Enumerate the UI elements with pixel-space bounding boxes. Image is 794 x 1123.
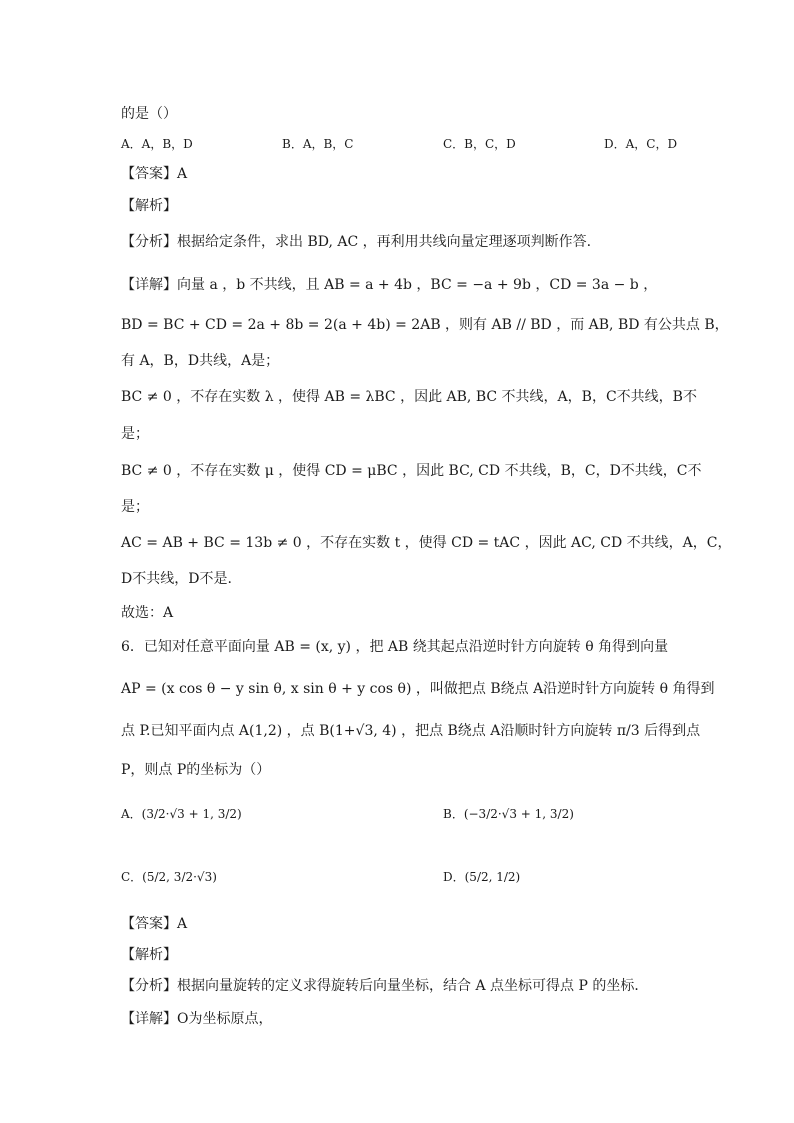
q6-analysis-summary: 【分析】根据向量旋转的定义求得旋转后向量坐标，结合 A 点坐标可得点 P 的坐标． [121, 978, 649, 994]
q5-final-choice: 故选：A [121, 605, 174, 621]
q5-detail-line-3: 有 A，B，D共线，A是； [121, 353, 280, 369]
q5-detail-line-6: BC ≠ 0 ，不存在实数 μ ，使得 CD = μBC ，因此 BC, CD 不共线，B，C，D不共线，C不 [121, 463, 702, 479]
q6-stem-line-3: 点 P.已知平面内点 A(1,2) ，点 B(1+√3, 4) ，把点 B绕点 A沿顺时针方向旋转 π/3 后得到点 [121, 723, 701, 739]
q5-option-b: B．A，B，C [282, 137, 354, 151]
q5-detail-line-7: 是； [121, 499, 149, 515]
q5-option-d: D．A，C，D [604, 137, 678, 151]
q6-option-b: B．(−3/2·√3 + 1, 3/2) [443, 807, 574, 821]
question-stem-end: 的是（） [121, 106, 177, 122]
q5-answer: 【答案】A [121, 166, 188, 182]
q5-analysis-heading: 【解析】 [121, 198, 177, 214]
q6-option-a: A．(3/2·√3 + 1, 3/2) [121, 807, 242, 821]
q5-detail-line-4: BC ≠ 0 ，不存在实数 λ ，使得 AB = λBC ，因此 AB, BC 不共线，A，B，C不共线，B不 [121, 389, 697, 405]
q5-analysis-summary: 【分析】根据给定条件，求出 BD, AC ，再利用共线向量定理逐项判断作答. [121, 234, 592, 250]
q5-option-c: C．B，C，D [443, 137, 516, 151]
q5-detail-line-5: 是； [121, 426, 149, 442]
q6-stem-line-2: AP = (x cos θ − y sin θ, x sin θ + y cos θ) ，叫做把点 B绕点 A沿逆时针方向旋转 θ 角得到 [121, 681, 715, 697]
q5-detail-line-1: 【详解】向量 a ，b 不共线，且 AB = a + 4b ，BC = −a + 9b ，CD = 3a − b ， [121, 277, 658, 293]
q5-detail-line-2: BD = BC + CD = 2a + 8b = 2(a + 4b) = 2AB ，则有 AB // BD ，而 AB, BD 有公共点 B， [121, 317, 729, 333]
q5-detail-line-8: AC = AB + BC = 13b ≠ 0 ，不存在实数 t ，使得 CD = tAC ，因此 AC, CD 不共线，A，C， [121, 535, 732, 551]
q6-option-c: C．(5/2, 3/2·√3) [121, 870, 217, 884]
q6-analysis-heading: 【解析】 [121, 947, 177, 963]
q6-stem-line-4: P，则点 P的坐标为（） [121, 762, 271, 778]
q6-answer: 【答案】A [121, 916, 188, 932]
q6-detail-line-1: 【详解】O为坐标原点， [121, 1011, 273, 1027]
q5-detail-line-9: D不共线，D不是. [121, 571, 232, 587]
q6-option-d: D．(5/2, 1/2) [443, 870, 521, 884]
q5-option-a: A．A，B，D [121, 137, 193, 151]
q6-stem-line-1: 6．已知对任意平面向量 AB = (x, y) ，把 AB 绕其起点沿逆时针方向旋转 θ 角得到向量 [121, 639, 669, 655]
